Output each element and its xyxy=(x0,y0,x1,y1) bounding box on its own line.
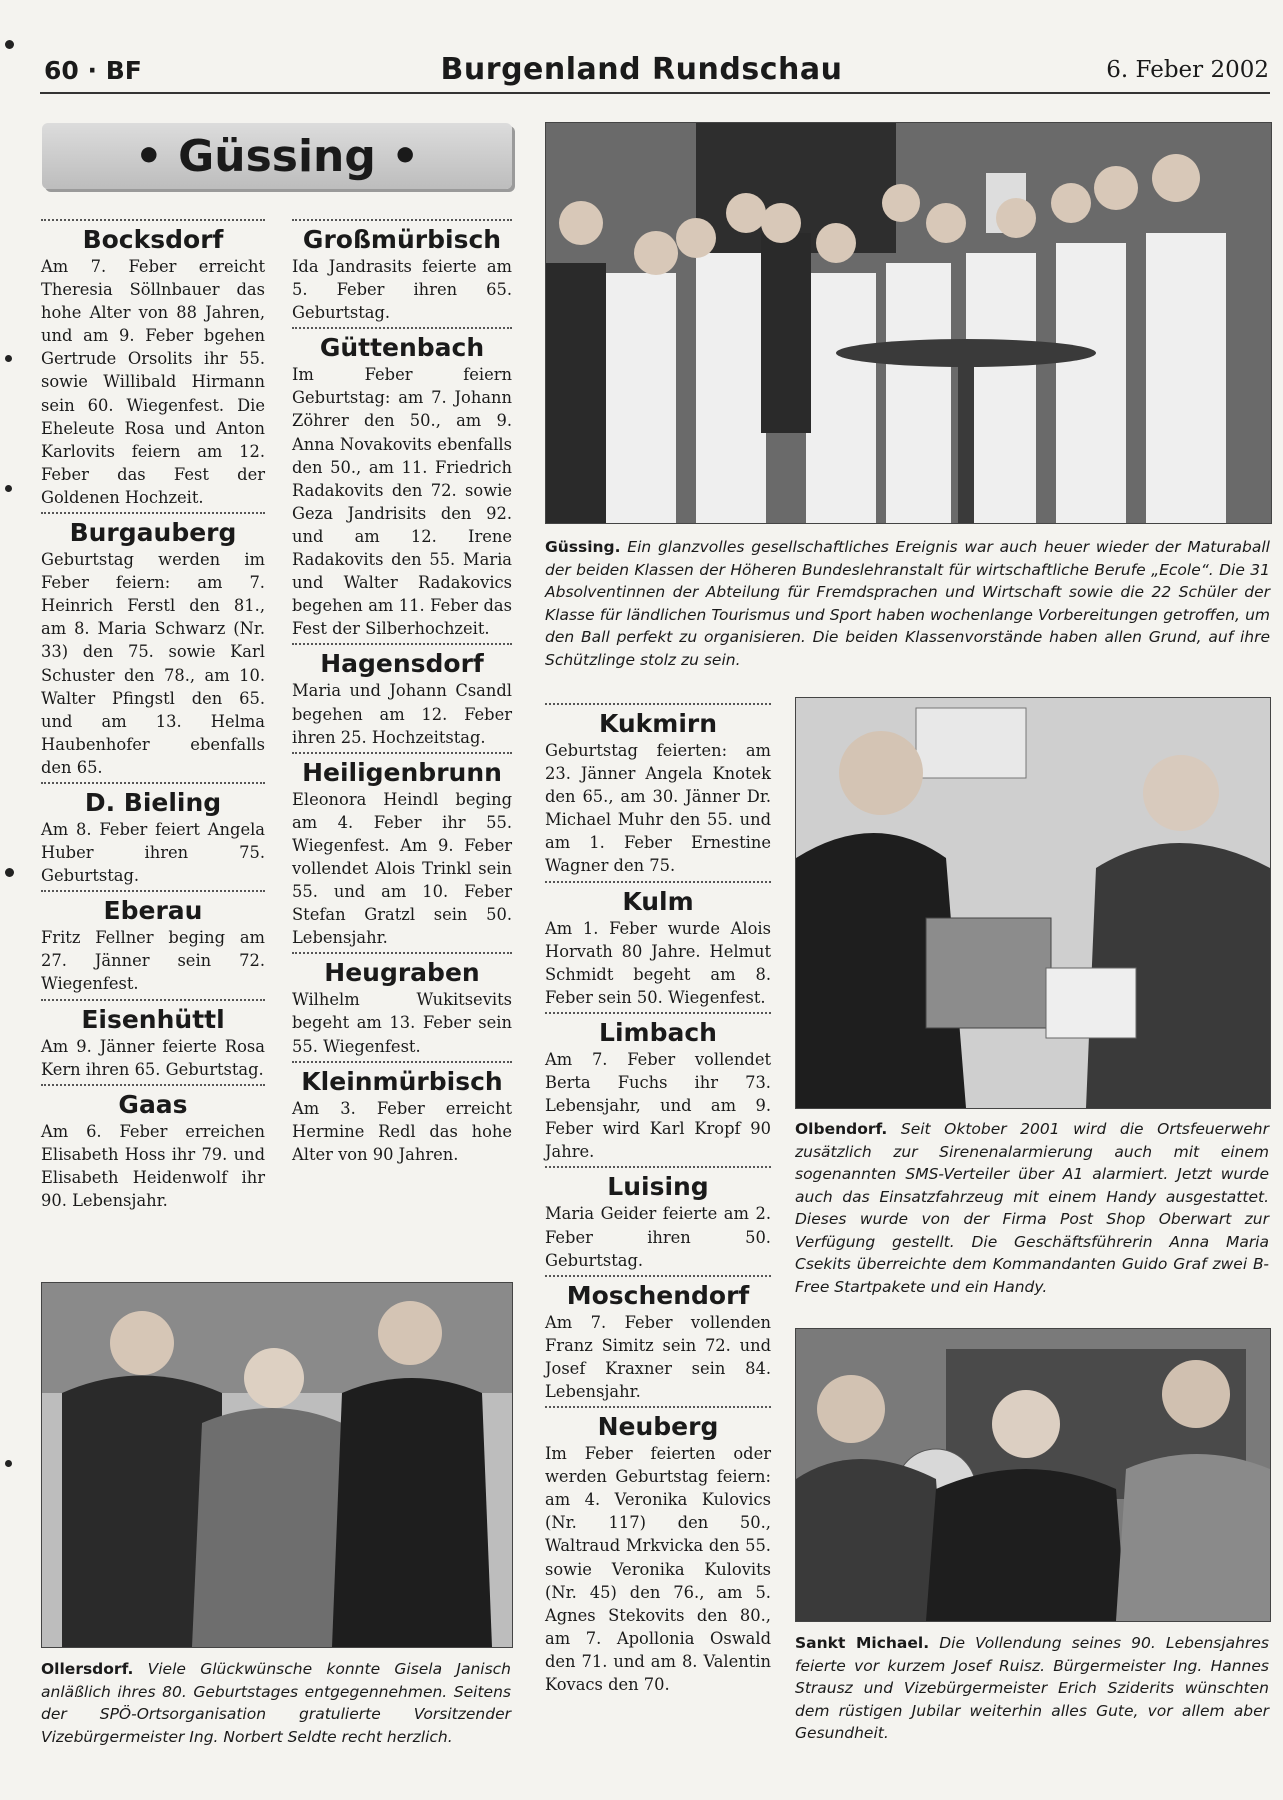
caption-place: Güssing. xyxy=(545,538,621,556)
entry-title: Großmürbisch xyxy=(302,225,502,254)
entry-title: Limbach xyxy=(599,1017,717,1047)
entry-body: Am 3. Feber erreicht Hermine Redl das hohe Alter von 90 Jahren. xyxy=(292,1098,512,1164)
entry-moschendorf xyxy=(545,1275,771,1403)
margin-mark xyxy=(5,40,14,49)
page-number: 60 · BF xyxy=(44,56,142,85)
entry-body: Im Feber feiern Geburtstag: am 7. Johann Zöhrer den 50., am 9. Anna Novakovits ebenfalls den 50., am 11. Friedrich Radakovits den 72. sowie Geza Jandrisits den 92. und am 12. Irene Radakovits den 55. Maria und Walter Radakovics begehen am 11. Feber das Fest der Silberhochzeit. xyxy=(292,365,512,639)
section-banner: • Güssing • xyxy=(42,123,512,189)
entry-eberau xyxy=(41,890,265,995)
column-1 xyxy=(41,216,265,1212)
entry-title: Hagensdorf xyxy=(320,649,484,679)
entry-title: Güttenbach xyxy=(319,333,485,363)
margin-mark xyxy=(5,355,12,362)
margin-mark xyxy=(5,485,12,492)
entry-luising xyxy=(545,1166,771,1271)
entry-title: Kleinmürbisch xyxy=(301,1066,503,1096)
entry-limbach xyxy=(545,1012,771,1163)
caption-place: Olbendorf. xyxy=(795,1120,888,1138)
entry-heugraben xyxy=(292,952,512,1057)
entry-grossmuerbisch xyxy=(292,219,512,324)
entry-body: Maria und Johann Csandl begehen am 12. Feber ihren 25. Hochzeitstag. xyxy=(292,681,512,747)
entry-kleinmuerbisch xyxy=(292,1061,512,1166)
entry-body: Im Feber feierten oder werden Geburtstag feiern: am 4. Veronika Kulovics (Nr. 117) den 50., Waltraud Mrkvicka den 55. sowie Veronika Kulovits (Nr. 45) den 76., am 5. Agnes Stekovits den 80., am 7. Apollonia Oswald den 71. und am 8. Valentin Kovacs den 70. xyxy=(545,1444,771,1694)
column-2 xyxy=(292,216,512,1166)
caption-place: Ollersdorf. xyxy=(41,1660,134,1678)
entry-guettenbach xyxy=(292,327,512,640)
entry-title: D. Bieling xyxy=(84,787,222,817)
entry-body: Am 1. Feber wurde Alois Horvath 80 Jahre. Helmut Schmidt begeht am 8. Feber sein 50. Wiegenfest. xyxy=(545,918,771,1007)
issue-date: 6. Feber 2002 xyxy=(1106,57,1269,83)
caption-text: Die Vollendung seines 90. Lebensjahres feierte vor kurzem Josef Ruisz. Bürgermeister Ing. Hannes Strausz und Vizebürgermeister Erich Sziderits wünschten dem rüstigen Jubilar weiterhin alles Gute, vor allem aber Gesundheit. xyxy=(795,1634,1269,1742)
photo-sankt-michael-image xyxy=(796,1329,1270,1621)
entry-title: Neuberg xyxy=(597,1412,719,1442)
entry-body: Geburtstag werden im Feber feiern: am 7. Heinrich Ferstl den 81., am 8. Maria Schwarz (Nr. 33) den 75. sowie Karl Schuster den 78., am 10. Walter Pfingstl den 65. und am 13. Helma Haubenhofer ebenfalls den 65. xyxy=(41,550,265,777)
newspaper-title: Burgenland Rundschau xyxy=(440,52,843,87)
entry-title: Burgauberg xyxy=(69,518,237,548)
entry-title: Heugraben xyxy=(324,958,480,988)
entry-body: Wilhelm Wukitsevits begeht am 13. Feber sein 55. Wiegenfest. xyxy=(292,990,512,1056)
entry-neuberg xyxy=(545,1406,771,1696)
caption-olbendorf xyxy=(795,1118,1269,1298)
entry-heiligenbrunn xyxy=(292,752,512,950)
entry-title: Moschendorf xyxy=(566,1280,750,1310)
entry-gaas xyxy=(41,1084,265,1212)
photo-olbendorf xyxy=(795,697,1271,1109)
entry-body: Maria Geider feierte am 2. Feber ihren 50. Geburtstag. xyxy=(545,1204,771,1270)
entry-burgauberg xyxy=(41,512,265,779)
caption-place: Sankt Michael. xyxy=(795,1634,930,1652)
margin-mark xyxy=(5,1460,12,1467)
caption-text: Ein glanzvolles gesellschaftliches Ereignis war auch heuer wieder der Maturaball der beiden Klassen der Höheren Bundeslehranstalt für wirtschaftliche Berufe „Ecole“. Die 31 Absolventinnen der Abteilung für Fremdsprachen und Wirtschaft sowie die 22 Schüler der Klasse für ländlichen Tourismus und Sport haben wochenlange Vorbereitungen getroffen, um den Ball perfekt zu organisieren. Die beiden Klassenvorstände haben allen Grund, auf ihre Schützlinge stolz zu sein. xyxy=(545,538,1270,669)
caption-sankt-michael xyxy=(795,1632,1269,1745)
entry-body: Geburtstag feierten: am 23. Jänner Angela Knotek den 65., am 30. Jänner Dr. Michael Muhr den 55. und am 1. Feber Ernestine Wagner den 75. xyxy=(545,741,771,876)
entry-body: Fritz Fellner beging am 27. Jänner sein 72. Wiegenfest. xyxy=(41,928,265,994)
header-rule xyxy=(40,92,1270,94)
entry-title: Kulm xyxy=(622,886,694,916)
entry-kulm xyxy=(545,881,771,1009)
margin-mark xyxy=(5,868,14,877)
caption-text: Viele Glückwünsche konnte Gisela Janisch anläßlich ihres 80. Geburtstages entgegennehmen. Seitens der SPÖ-Ortsorganisation gratulierte Vorsitzender Vizebürgermeister Ing. Norbert Seldte recht herzlich. xyxy=(41,1660,511,1746)
entry-title: Gaas xyxy=(118,1089,188,1119)
entry-body: Am 9. Jänner feierte Rosa Kern ihren 65. Geburtstag. xyxy=(41,1036,265,1079)
entry-body: Am 7. Feber erreicht Theresia Söllnbauer das hohe Alter von 88 Jahren, und am 9. Feber bgehen Gertrude Orsolits ihr 55. sowie Willibald Hirmann sein 60. Wiegenfest. Die Eheleute Rosa und Anton Karlovits feiern am 12. Feber das Fest der Goldenen Hochzeit. xyxy=(41,257,265,507)
entry-kukmirn xyxy=(545,703,771,878)
entry-title: Heiligenbrunn xyxy=(302,757,502,787)
entry-title: Eisenhüttl xyxy=(81,1004,225,1034)
entry-body: Am 8. Feber feiert Angela Huber ihren 75. Geburtstag. xyxy=(41,819,265,886)
entry-body: Eleonora Heindl beging am 4. Feber ihr 55. Wiegenfest. Am 9. Feber vollendet Alois Trinkl sein 55. und am 10. Feber Stefan Gratzl sein 50. Lebensjahr. xyxy=(292,789,512,948)
entry-title: Eberau xyxy=(103,896,203,926)
photo-olbendorf-image xyxy=(796,698,1270,1108)
photo-ollersdorf-image xyxy=(42,1283,512,1647)
photo-ollersdorf xyxy=(41,1282,513,1648)
entry-body: Ida Jandrasits feierte am 5. Feber ihren 65. Geburtstag. xyxy=(292,257,512,323)
entry-bocksdorf xyxy=(41,219,265,509)
caption-text: Seit Oktober 2001 wird die Ortsfeuerwehr zusätzlich zur Sirenenalarmierung auch mit einem sogenannten SMS-Verteiler über A1 alarmiert. Jetzt wurde auch das Einsatzfahrzeug mit einem Handy ausgestattet. Dieses wurde von der Firma Post Shop Oberwart zur Verfügung gestellt. Die Geschäftsführerin Anna Maria Csekits überreichte dem Kommandanten Guido Graf zwei B-Free Startpakete und ein Handy. xyxy=(795,1120,1269,1296)
entry-body: Am 6. Feber erreichen Elisabeth Hoss ihr 79. und Elisabeth Heidenwolf ihr 90. Lebensjahr. xyxy=(41,1121,265,1210)
entry-title: Luising xyxy=(607,1172,709,1202)
photo-sankt-michael xyxy=(795,1328,1271,1622)
entry-hagensdorf xyxy=(292,643,512,748)
photo-guessing-ball-image xyxy=(546,123,1271,523)
entry-eisenhuettl xyxy=(41,999,265,1081)
entry-body: Am 7. Feber vollenden Franz Simitz sein 72. und Josef Kraxner sein 84. Lebensjahr. xyxy=(545,1312,771,1401)
caption-guessing xyxy=(545,536,1270,671)
entry-d-bieling xyxy=(41,782,265,887)
entry-body: Am 7. Feber vollendet Berta Fuchs ihr 73. Lebensjahr, und am 9. Feber wird Karl Kropf 90 Jahre. xyxy=(545,1049,771,1162)
entry-title: Kukmirn xyxy=(598,709,718,738)
entry-title: Bocksdorf xyxy=(82,225,224,254)
caption-ollersdorf xyxy=(41,1658,511,1748)
column-3 xyxy=(545,700,771,1696)
photo-guessing-ball xyxy=(545,122,1272,524)
